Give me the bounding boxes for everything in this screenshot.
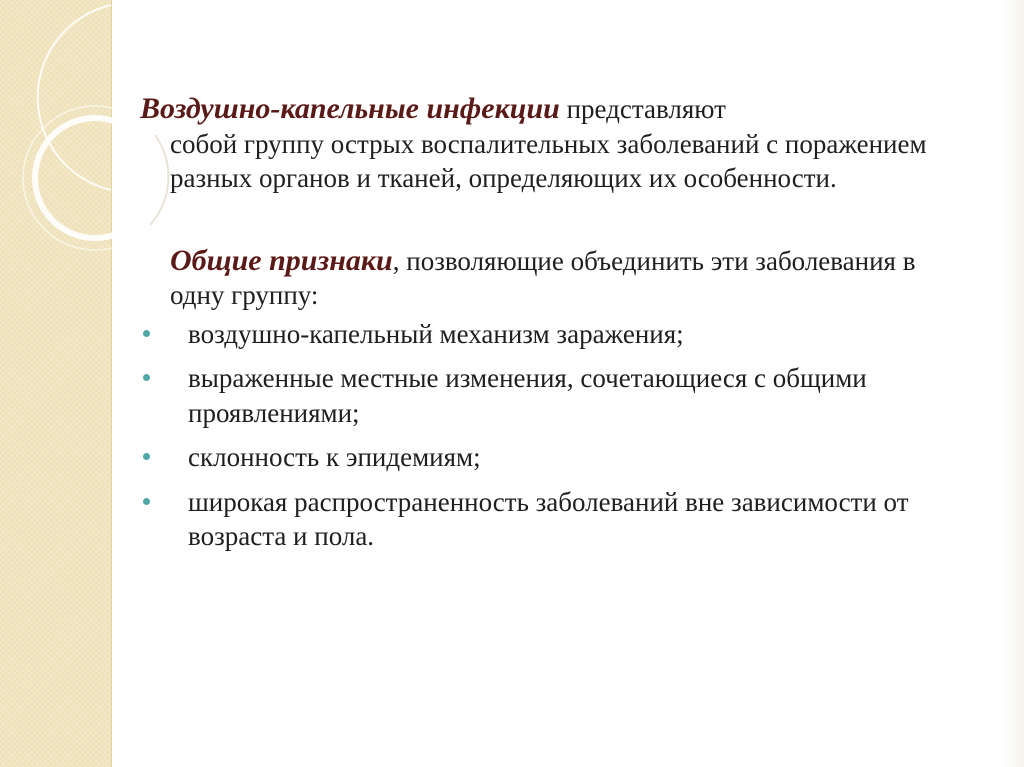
bullet-dot-icon	[143, 374, 150, 381]
list-item	[140, 317, 960, 352]
list-item-text: склонность к эпидемиям;	[188, 442, 481, 472]
common-signs-text: , позволяющие объединить эти заболевания в одну группу:	[170, 245, 916, 310]
list-item	[140, 485, 960, 554]
bullet-dot-icon	[143, 453, 150, 460]
definition-continuation: собой группу острых воспалительных заболеваний с поражением разных органов и тканей, определяющих их особенности.	[170, 128, 927, 193]
term-airborne-infections: Воздушно-капельные инфекции	[140, 92, 560, 125]
bullet-dot-icon	[143, 498, 150, 505]
term-common-signs: Общие признаки	[170, 243, 393, 277]
list-item-text: широкая распространенность заболеваний вне зависимости от возраста и пола.	[188, 486, 909, 551]
bullet-dot-icon	[143, 330, 150, 337]
list-item	[140, 361, 960, 430]
common-signs-paragraph	[140, 244, 960, 313]
list-item	[140, 440, 960, 475]
slide-content	[140, 92, 960, 564]
definition-text: представляют	[559, 94, 726, 124]
signs-list	[140, 317, 960, 554]
definition-paragraph	[140, 92, 960, 196]
list-item-text: выраженные местные изменения, сочетающиеся с общими проявлениями;	[188, 363, 867, 428]
list-item-text: воздушно-капельный механизм заражения;	[188, 318, 684, 349]
decorative-right-edge	[1002, 0, 1024, 767]
